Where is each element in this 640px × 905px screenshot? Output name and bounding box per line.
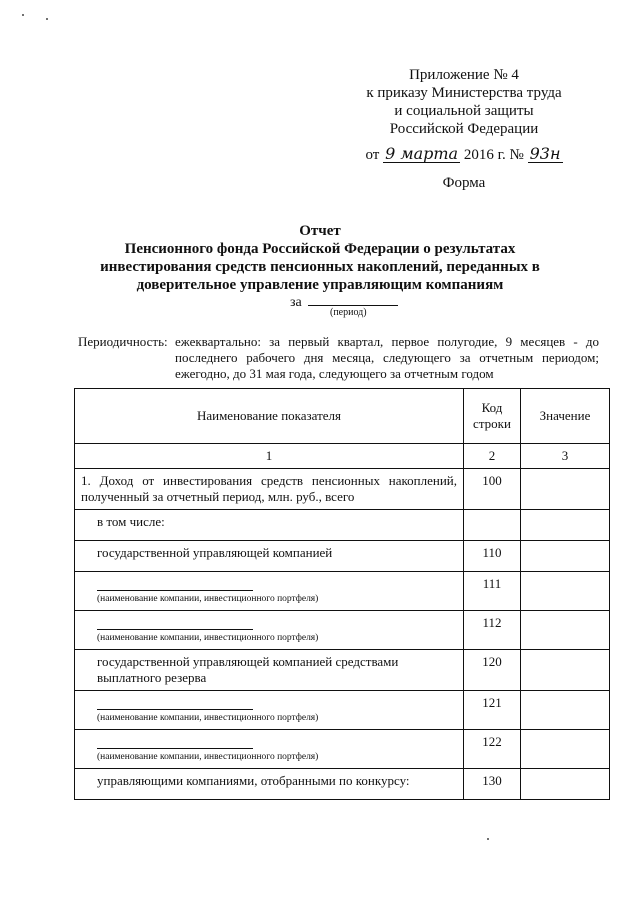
periodicity-text: ежеквартально: за первый квартал, первое полугодие, 9 месяцев - до последнего рабочего дня месяца, следующего за отчетным периодом; ежегодно, до 31 мая года, следующего за отчетным годом xyxy=(175,334,599,381)
date-prefix: от xyxy=(365,147,380,163)
table-row xyxy=(75,510,610,541)
row-value[interactable] xyxy=(521,572,610,611)
table-row xyxy=(75,769,610,800)
report-title xyxy=(60,222,580,294)
table-row xyxy=(75,572,610,611)
row-value[interactable] xyxy=(521,650,610,691)
row-code: 122 xyxy=(464,730,521,769)
row-value[interactable] xyxy=(521,469,610,510)
column-numbers-row xyxy=(75,444,610,469)
row-name: 1. Доход от инвестирования средств пенсионных накоплений, полученный за отчетный период, млн. руб., всего xyxy=(75,469,464,510)
column-number: 3 xyxy=(521,444,610,469)
appendix-header xyxy=(340,66,588,192)
row-code: 121 xyxy=(464,691,521,730)
header-value: Значение xyxy=(521,389,610,444)
row-name-blank[interactable] xyxy=(75,691,464,730)
row-code: 110 xyxy=(464,541,521,572)
row-name: управляющими компаниями, отобранными по конкурсу: xyxy=(75,769,464,800)
company-name-note: (наименование компании, инвестиционного портфеля) xyxy=(97,594,319,604)
company-name-blank[interactable] xyxy=(97,576,253,591)
row-code: 130 xyxy=(464,769,521,800)
scan-speck xyxy=(22,14,24,16)
company-name-blank[interactable] xyxy=(97,734,253,749)
header-code: Код строки xyxy=(464,389,521,444)
column-number: 1 xyxy=(75,444,464,469)
table-row xyxy=(75,541,610,572)
row-name-blank[interactable] xyxy=(75,572,464,611)
row-name: в том числе: xyxy=(75,510,464,541)
form-label: Форма xyxy=(442,175,486,191)
company-name-note: (наименование компании, инвестиционного портфеля) xyxy=(97,633,319,643)
title-line: Пенсионного фонда Российской Федерации о результатах xyxy=(124,241,516,257)
handwritten-date: 9 марта xyxy=(385,144,459,163)
appendix-line: Российской Федерации xyxy=(389,121,539,137)
table-header-row xyxy=(75,389,610,444)
company-name-note: (наименование компании, инвестиционного портфеля) xyxy=(97,752,319,762)
scan-speck xyxy=(487,838,489,840)
row-code: 111 xyxy=(464,572,521,611)
row-value[interactable] xyxy=(521,541,610,572)
periodicity-label: Периодичность: xyxy=(78,334,168,349)
column-number: 2 xyxy=(464,444,521,469)
company-name-blank[interactable] xyxy=(97,695,253,710)
table-row xyxy=(75,611,610,650)
title-line: инвестирования средств пенсионных накоплений, переданных в xyxy=(100,259,540,275)
company-name-note: (наименование компании, инвестиционного портфеля) xyxy=(97,713,319,723)
header-indicator: Наименование показателя xyxy=(75,389,464,444)
row-name: государственной управляющей компанией xyxy=(75,541,464,572)
row-value[interactable] xyxy=(521,730,610,769)
row-name-blank[interactable] xyxy=(75,730,464,769)
row-value[interactable] xyxy=(521,611,610,650)
period-note: (период) xyxy=(330,307,367,318)
period-prefix: за xyxy=(290,295,302,310)
row-value[interactable] xyxy=(521,769,610,800)
row-value[interactable] xyxy=(521,510,610,541)
row-code: 120 xyxy=(464,650,521,691)
row-name: государственной управляющей компанией средствами выплатного резерва xyxy=(75,650,464,691)
table-row xyxy=(75,730,610,769)
row-value[interactable] xyxy=(521,691,610,730)
table-row xyxy=(75,469,610,510)
appendix-line: и социальной защиты xyxy=(394,103,534,119)
row-code: 112 xyxy=(464,611,521,650)
period-blank xyxy=(308,305,398,306)
report-table xyxy=(74,388,610,800)
company-name-blank[interactable] xyxy=(97,615,253,630)
date-year: 2016 г. № xyxy=(463,147,524,163)
title-line: доверительное управление управляющим компаниям xyxy=(136,277,504,293)
handwritten-order-number: 93н xyxy=(529,144,561,163)
appendix-line: Приложение № 4 xyxy=(409,67,519,83)
title-line: Отчет xyxy=(299,223,341,239)
row-code xyxy=(464,510,521,541)
row-code: 100 xyxy=(464,469,521,510)
order-date-line xyxy=(340,146,588,164)
appendix-line: к приказу Министерства труда xyxy=(366,85,562,101)
row-name-blank[interactable] xyxy=(75,611,464,650)
scan-speck xyxy=(46,18,48,20)
table-row xyxy=(75,691,610,730)
table-row xyxy=(75,650,610,691)
